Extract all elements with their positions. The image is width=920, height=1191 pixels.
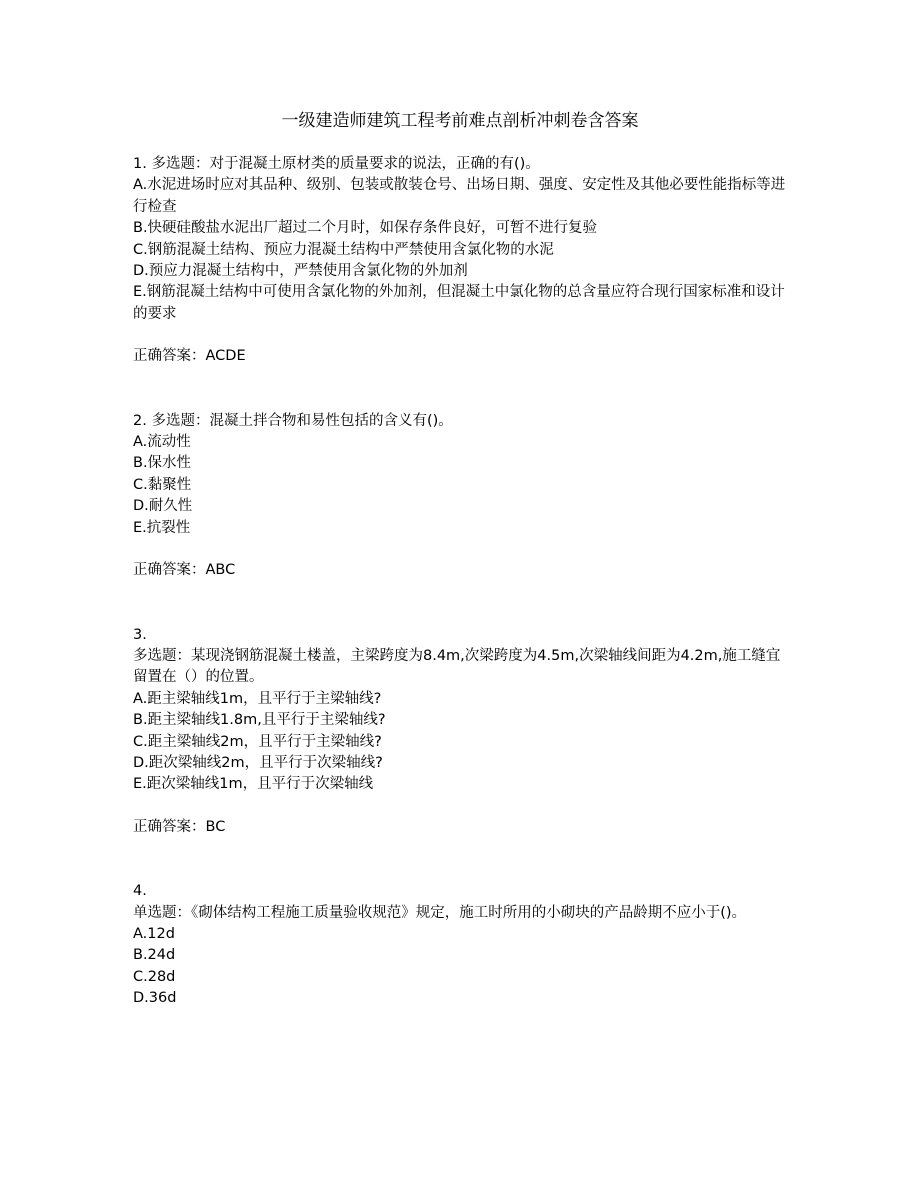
question-4 bbox=[133, 881, 793, 1009]
option-b: B.保水性 bbox=[133, 455, 192, 472]
answer-value: ABC bbox=[205, 562, 236, 579]
question-stem: 多选题：某现浇钢筋混凝土楼盖，主梁跨度为8.4m,次梁跨度为4.5m,次梁轴线间距为4.2m,施工缝宜留置在（）的位置。 bbox=[133, 647, 781, 686]
option-c: C.28d bbox=[133, 968, 176, 985]
option-a: A.流动性 bbox=[133, 434, 191, 451]
question-stem: 2. 多选题：混凝土拌合物和易性包括的含义有()。 bbox=[133, 412, 453, 429]
option-c: C.距主梁轴线2m，且平行于主梁轴线? bbox=[133, 733, 382, 750]
correct-answer bbox=[133, 346, 793, 367]
answer-label: 正确答案： bbox=[133, 562, 206, 579]
question-3 bbox=[133, 625, 793, 839]
answer-label: 正确答案： bbox=[133, 348, 206, 365]
option-b: B.距主梁轴线1.8m,且平行于主梁轴线? bbox=[133, 712, 386, 729]
correct-answer bbox=[133, 560, 793, 581]
question-number: 4. bbox=[133, 883, 147, 900]
answer-value: BC bbox=[205, 818, 226, 835]
question-1 bbox=[133, 154, 793, 368]
answer-label: 正确答案： bbox=[133, 818, 206, 835]
option-b: B.快硬硅酸盐水泥出厂超过二个月时，如保存条件良好，可暂不进行复验 bbox=[133, 220, 598, 237]
option-c: C.黏聚性 bbox=[133, 476, 192, 493]
question-stem: 单选题：《砌体结构工程施工质量验收规范》规定，施工时所用的小砌块的产品龄期不应小于()。 bbox=[133, 904, 747, 921]
option-a: A.12d bbox=[133, 925, 175, 942]
option-a: A.水泥进场时应对其品种、级别、包装或散装仓号、出场日期、强度、安定性及其他必要性能指标等进行检查 bbox=[133, 177, 786, 215]
question-stem: 1. 多选题：对于混凝土原材类的质量要求的说法，正确的有()。 bbox=[133, 156, 540, 172]
question-2 bbox=[133, 411, 793, 582]
option-e: E.距次梁轴线1m，且平行于次梁轴线 bbox=[133, 776, 374, 793]
option-d: D.预应力混凝土结构中，严禁使用含氯化物的外加剂 bbox=[133, 263, 468, 280]
document-body bbox=[133, 154, 793, 1010]
option-d: D.距次梁轴线2m，且平行于次梁轴线? bbox=[133, 754, 383, 771]
option-c: C.钢筋混凝土结构、预应力混凝土结构中严禁使用含氯化物的水泥 bbox=[133, 241, 554, 258]
document-title: 一级建造师建筑工程考前难点剖析冲刺卷含答案 bbox=[281, 111, 639, 131]
answer-value: ACDE bbox=[205, 348, 246, 365]
option-e: E.抗裂性 bbox=[133, 519, 191, 536]
option-e: E.钢筋混凝土结构中可使用含氯化物的外加剂，但混凝土中氯化物的总含量应符合现行国家标准和设计的要求 bbox=[133, 284, 785, 322]
question-number: 3. bbox=[133, 626, 147, 643]
option-a: A.距主梁轴线1m，且平行于主梁轴线? bbox=[133, 690, 382, 707]
option-d: D.36d bbox=[133, 990, 177, 1007]
option-b: B.24d bbox=[133, 947, 176, 964]
correct-answer bbox=[133, 817, 793, 838]
option-d: D.耐久性 bbox=[133, 498, 193, 515]
